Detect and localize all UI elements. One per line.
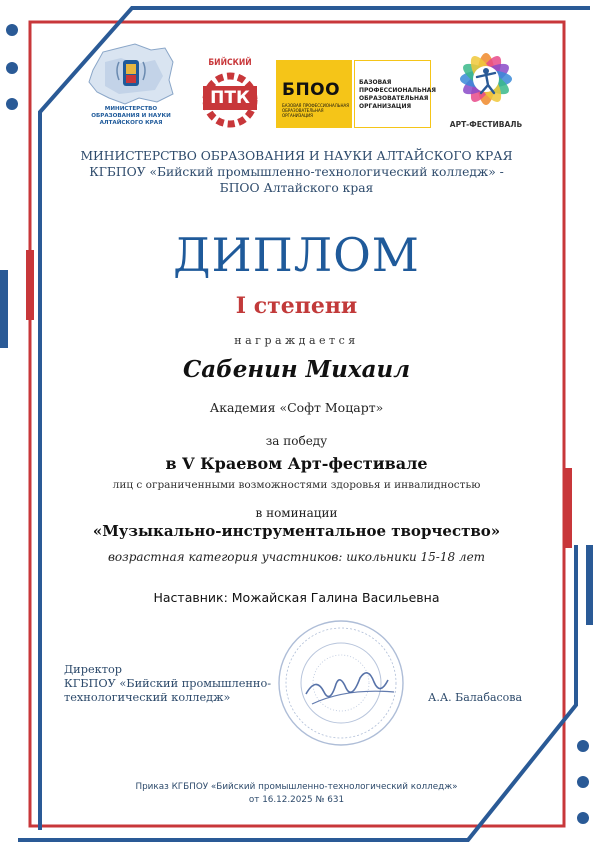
director-line: технологический колледж» — [64, 691, 231, 704]
director-line: Директор — [64, 663, 122, 676]
ptk-mark: ПТК — [203, 86, 257, 110]
festival-name: в V Краевом Арт-фестивале — [165, 454, 428, 473]
header-ministry — [0, 148, 593, 196]
director-line: КГБПОУ «Бийский промышленно- — [64, 677, 272, 690]
art-festival-caption: АРТ-ФЕСТИВАЛЬ — [449, 120, 523, 129]
frame-dot — [577, 740, 589, 752]
bpoo-yellow-box — [276, 60, 352, 128]
nomination-name: «Музыкально-инструментальное творчество» — [92, 522, 501, 540]
header-line: МИНИСТЕРСТВО ОБРАЗОВАНИЯ И НАУКИ АЛТАЙСКОГО КРАЯ — [80, 149, 513, 163]
header-line: КГБПОУ «Бийский промышленно-технологический колледж» - — [89, 165, 504, 179]
order-line: Приказ КГБПОУ «Бийский промышленно-технологический колледж» — [135, 782, 458, 792]
art-festival-logo — [445, 38, 527, 134]
for-victory-label: за победу — [265, 434, 328, 448]
altai-map-icon — [85, 40, 177, 108]
ptk-caption: БИЙСКИЙ — [208, 58, 252, 68]
frame-dot — [6, 24, 18, 36]
recipient-organization: Академия «Софт Моцарт» — [209, 400, 384, 415]
awarded-label: награждается — [234, 334, 359, 347]
ptk-logo — [195, 56, 265, 128]
director-block — [64, 663, 271, 705]
in-nomination-label: в номинации — [255, 506, 338, 520]
frame-dot — [6, 62, 18, 74]
art-festival-emblem-icon — [445, 38, 527, 120]
bpoo-text-line: ПРОФЕССИОНАЛЬНАЯ — [359, 87, 437, 94]
bpoo-small-text: БАЗОВАЯ ПРОФЕССИОНАЛЬНАЯ — [282, 103, 350, 108]
ministry-caption-line: ОБРАЗОВАНИЯ И НАУКИ — [91, 113, 171, 119]
festival-subtitle: лиц с ограниченными возможностями здоровья и инвалидностью — [112, 479, 481, 491]
recipient-name: Сабенин Михаил — [182, 356, 411, 383]
bpoo-text-line: БАЗОВАЯ — [359, 79, 392, 86]
diploma-degree: I степени — [235, 293, 358, 319]
bpoo-small-text: ОБРАЗОВАТЕЛЬНАЯ ОРГАНИЗАЦИЯ — [282, 108, 324, 118]
signer-name: А.А. Балабасова — [428, 691, 523, 704]
order-line: от 16.12.2025 № 631 — [248, 795, 345, 805]
order-footer — [0, 781, 593, 807]
bpoo-text-box — [354, 60, 437, 128]
bpoo-text-line: ОРГАНИЗАЦИЯ — [359, 103, 412, 110]
frame-dot — [577, 812, 589, 824]
frame-dot — [6, 98, 18, 110]
ministry-logo — [85, 40, 177, 132]
age-category: возрастная категория участников: школьники 15-18 лет — [107, 550, 486, 564]
official-stamp-icon — [276, 618, 406, 748]
diploma-title: ДИПЛОМ — [173, 228, 420, 282]
header-line: БПОО Алтайского края — [219, 181, 374, 195]
bpoo-mark: БПОО — [282, 80, 341, 100]
ministry-caption-line: АЛТАЙСКОГО КРАЯ — [99, 120, 163, 126]
mentor: Наставник: Можайская Галина Васильевна — [153, 590, 440, 605]
bpoo-logo — [276, 60, 437, 128]
ministry-caption-line: МИНИСТЕРСТВО — [104, 106, 158, 112]
bpoo-text-line: ОБРАЗОВАТЕЛЬНАЯ — [359, 95, 429, 102]
